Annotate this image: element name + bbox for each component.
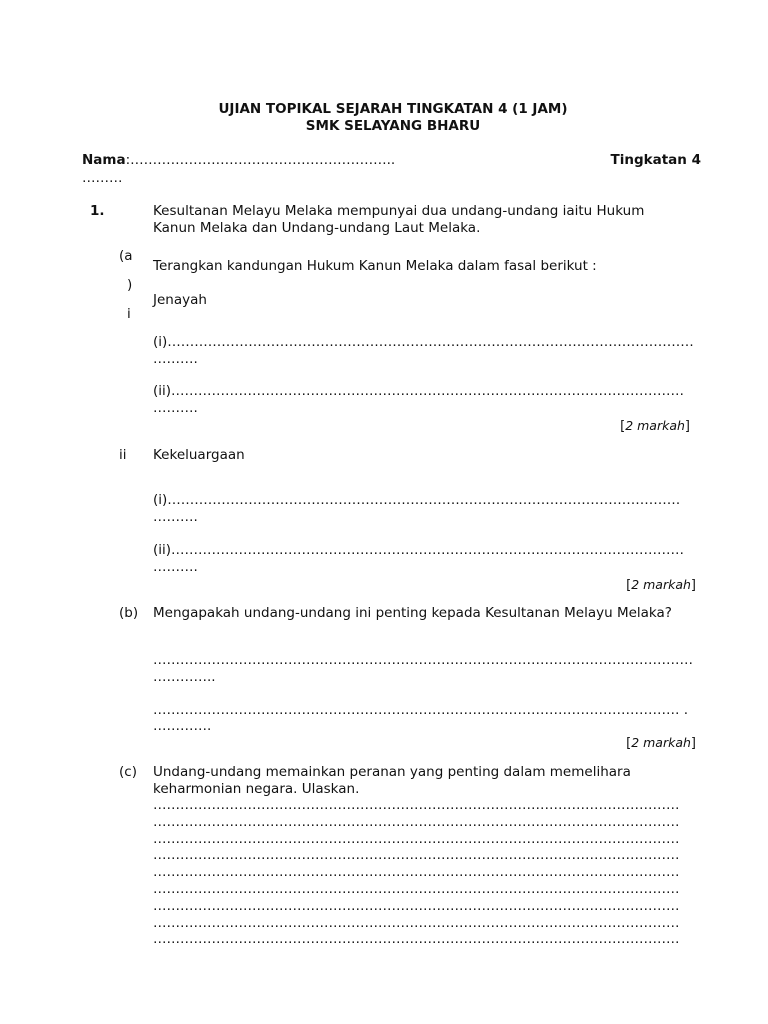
question-number: 1. bbox=[90, 203, 105, 219]
kekeluargaan-answer-line-1-cont: ………. bbox=[153, 509, 198, 525]
kekeluargaan-answer-line-2[interactable]: (ii)…………………………………………………………………………………………………… bbox=[153, 542, 685, 558]
sub-i-label: i bbox=[127, 306, 131, 322]
part-a-label: (a bbox=[119, 248, 133, 264]
jenayah-title: Jenayah bbox=[153, 292, 207, 308]
part-c-answer-line[interactable]: ……………………………………………………………………………………………………… bbox=[153, 847, 680, 864]
part-b-marks: [2 markah] bbox=[626, 735, 696, 751]
part-a-label-paren: ) bbox=[127, 277, 133, 293]
name-field[interactable] bbox=[82, 152, 395, 169]
part-b-answer-line-2-cont: …………. bbox=[153, 718, 212, 734]
part-c-answer-line[interactable]: ……………………………………………………………………………………………………… bbox=[153, 864, 680, 881]
part-b-answer-line-1[interactable]: ………………………………………………………………………………………………………… bbox=[153, 652, 693, 668]
part-c-label: (c) bbox=[119, 764, 137, 780]
name-dots-continued: ……… bbox=[82, 170, 123, 186]
sub-ii-label: ii bbox=[119, 447, 127, 463]
form-level: Tingkatan 4 bbox=[610, 152, 701, 168]
name-dots: :………………………………………………….. bbox=[125, 152, 396, 168]
kekeluargaan-title: Kekeluargaan bbox=[153, 447, 245, 463]
kekeluargaan-marks: [2 markah] bbox=[626, 577, 696, 593]
school-name: SMK SELAYANG BHARU bbox=[305, 118, 481, 134]
part-b-question: Mengapakah undang-undang ini penting kepada Kesultanan Melayu Melaka? bbox=[153, 605, 672, 621]
part-c-question: Undang-undang memainkan peranan yang penting dalam memelihara keharmonian negara. Ulaskan. bbox=[153, 764, 631, 797]
jenayah-marks: [2 markah] bbox=[620, 418, 690, 434]
kekeluargaan-answer-line-1[interactable]: (i)…………………………………………………………………………………………………… bbox=[153, 492, 681, 508]
part-c-answer-line[interactable]: ……………………………………………………………………………………………………… bbox=[153, 830, 680, 847]
kekeluargaan-answer-line-2-cont: ………. bbox=[153, 559, 198, 575]
part-c-answer-line[interactable]: ……………………………………………………………………………………………………… bbox=[153, 813, 680, 830]
question-intro: Kesultanan Melayu Melaka mempunyai dua undang-undang iaitu Hukum Kanun Melaka dan Undang-undang Laut Melaka. bbox=[153, 203, 645, 236]
part-b-answer-line-2[interactable]: ……………………………………………………………………………………………………… . bbox=[153, 702, 689, 718]
exam-title: UJIAN TOPIKAL SEJARAH TINGKATAN 4 (1 JAM) bbox=[218, 101, 568, 117]
part-c-answer-line[interactable]: ……………………………………………………………………………………………………… bbox=[153, 881, 680, 897]
part-c-answer-line[interactable]: ……………………………………………………………………………………………………… bbox=[153, 931, 680, 948]
jenayah-answer-line-1[interactable]: (i)……………………………………………………………………………………………………… bbox=[153, 334, 694, 350]
part-c-answer-line[interactable]: ……………………………………………………………………………………………………… bbox=[153, 797, 680, 813]
part-a-instruction: Terangkan kandungan Hukum Kanun Melaka dalam fasal berikut : bbox=[153, 258, 597, 274]
part-b-label: (b) bbox=[119, 605, 139, 621]
part-b-answer-line-1-cont: ………….. bbox=[153, 669, 216, 685]
name-label: Nama bbox=[82, 152, 126, 168]
part-c-answer-line[interactable]: ……………………………………………………………………………………………………… bbox=[153, 897, 680, 914]
part-c-answer-line[interactable]: ……………………………………………………………………………………………………… bbox=[153, 914, 680, 931]
jenayah-answer-line-1-cont: ………. bbox=[153, 351, 198, 367]
jenayah-answer-line-2[interactable]: (ii)…………………………………………………………………………………………………… bbox=[153, 383, 685, 399]
jenayah-answer-line-2-cont: ………. bbox=[153, 400, 198, 416]
